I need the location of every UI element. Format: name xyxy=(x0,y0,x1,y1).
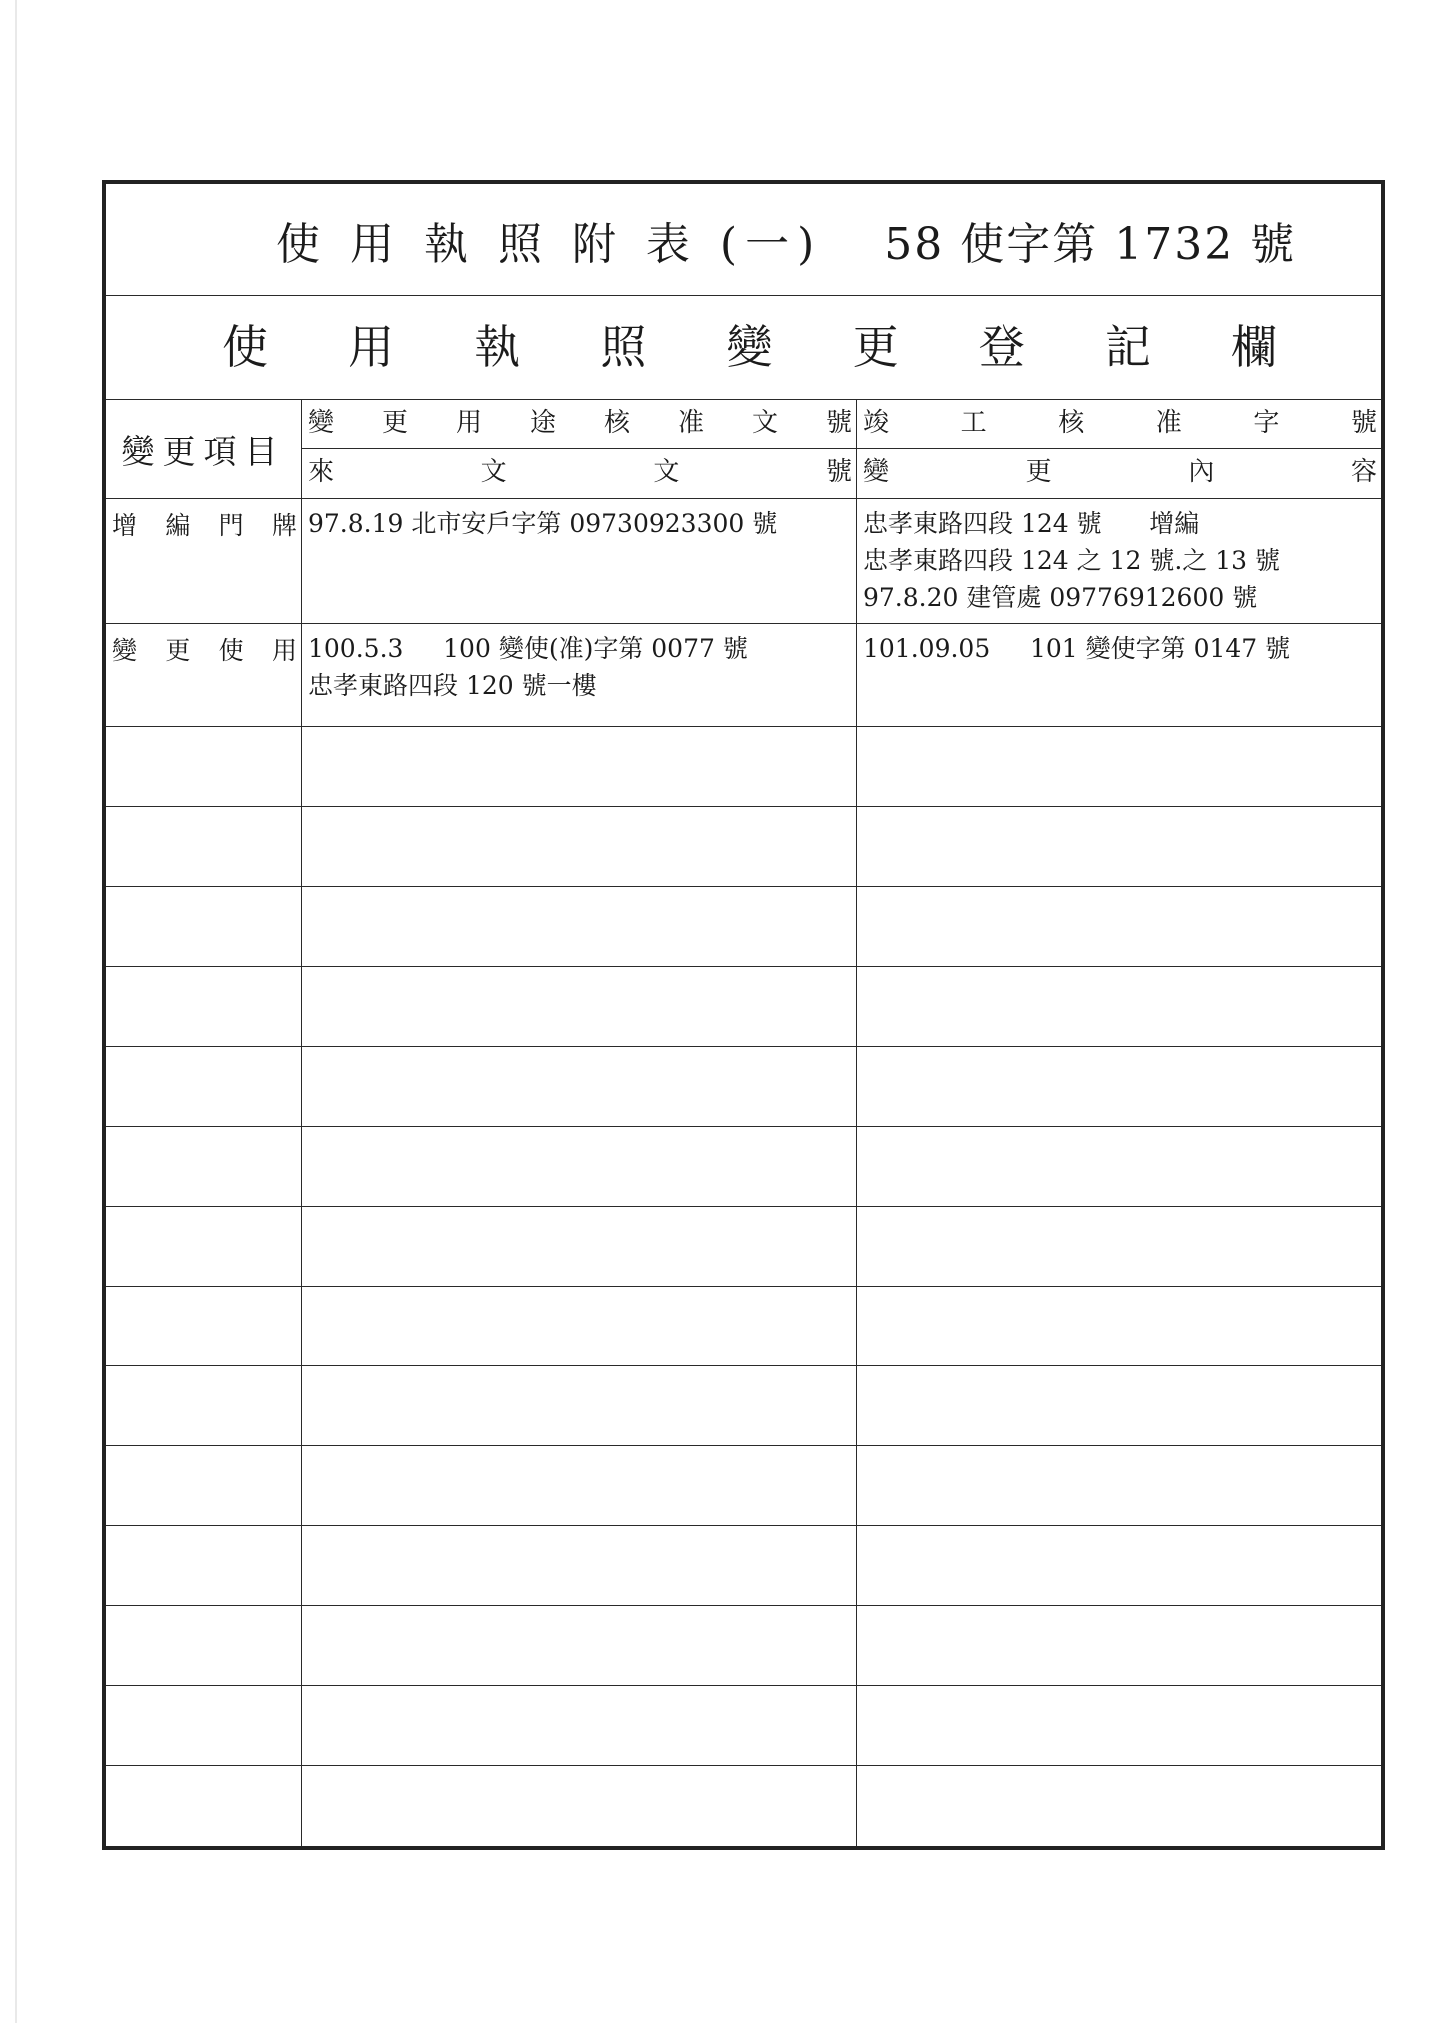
empty-content-cell xyxy=(857,1606,1381,1686)
empty-doc-cell xyxy=(302,887,857,967)
empty-content-cell xyxy=(857,1446,1381,1526)
empty-item-cell xyxy=(106,807,302,887)
empty-item-cell xyxy=(106,727,302,807)
row-item-change-use: 變 更 使 用 xyxy=(106,624,302,727)
row-approval-doc-cell xyxy=(302,499,857,624)
table-title: 使 用 執 照 附 表 (一) xyxy=(276,218,823,270)
row-change-content-cell xyxy=(857,499,1381,624)
empty-item-cell xyxy=(106,967,302,1047)
data-line: 忠孝東路四段 124 之 12 號.之 13 號 xyxy=(863,546,1280,575)
empty-content-cell xyxy=(857,1686,1381,1766)
table-title-row xyxy=(106,184,1381,296)
data-line: 100.5.3 100 變使(准)字第 0077 號 xyxy=(308,634,748,663)
empty-content-cell xyxy=(857,807,1381,887)
empty-item-cell xyxy=(106,887,302,967)
data-line: 忠孝東路四段 124 號 增編 xyxy=(863,509,1200,538)
empty-content-cell xyxy=(857,1207,1381,1287)
empty-item-cell xyxy=(106,1047,302,1127)
data-line: 忠孝東路四段 120 號一樓 xyxy=(308,671,597,700)
empty-doc-cell xyxy=(302,1207,857,1287)
empty-item-cell xyxy=(106,1207,302,1287)
empty-doc-cell xyxy=(302,1127,857,1207)
empty-doc-cell xyxy=(302,967,857,1047)
empty-item-cell xyxy=(106,1766,302,1846)
empty-item-cell xyxy=(106,1287,302,1367)
empty-content-cell xyxy=(857,1047,1381,1127)
empty-content-cell xyxy=(857,1526,1381,1606)
empty-content-cell xyxy=(857,727,1381,807)
empty-content-cell xyxy=(857,1127,1381,1207)
table-subtitle: 使 用 執 照 變 更 登 記 欄 xyxy=(106,296,1381,400)
empty-item-cell xyxy=(106,1366,302,1446)
empty-content-cell xyxy=(857,887,1381,967)
empty-item-cell xyxy=(106,1526,302,1606)
header-incoming-doc-number: 來 文 文 號 xyxy=(302,449,857,499)
empty-doc-cell xyxy=(302,1047,857,1127)
empty-doc-cell xyxy=(302,807,857,887)
data-line: 101.09.05 101 變使字第 0147 號 xyxy=(863,634,1291,663)
empty-content-cell xyxy=(857,967,1381,1047)
empty-doc-cell xyxy=(302,1686,857,1766)
empty-doc-cell xyxy=(302,727,857,807)
empty-doc-cell xyxy=(302,1526,857,1606)
empty-doc-cell xyxy=(302,1366,857,1446)
row-item-add-house-number: 增 編 門 牌 xyxy=(106,499,302,624)
empty-item-cell xyxy=(106,1446,302,1526)
empty-doc-cell xyxy=(302,1446,857,1526)
empty-item-cell xyxy=(106,1127,302,1207)
empty-doc-cell xyxy=(302,1606,857,1686)
empty-doc-cell xyxy=(302,1287,857,1367)
empty-doc-cell xyxy=(302,1766,857,1846)
header-completion-number: 竣 工 核 准 字 號 xyxy=(857,400,1381,449)
empty-content-cell xyxy=(857,1766,1381,1846)
row-change-content-cell xyxy=(857,624,1381,727)
empty-item-cell xyxy=(106,1606,302,1686)
data-line: 97.8.20 建管處 09776912600 號 xyxy=(863,583,1258,612)
row-approval-doc-cell xyxy=(302,624,857,727)
empty-content-cell xyxy=(857,1287,1381,1367)
data-line: 97.8.19 北市安戶字第 09730923300 號 xyxy=(308,509,778,538)
header-approval-doc-number: 變 更 用 途 核 准 文 號 xyxy=(302,400,857,449)
permit-attachment-table xyxy=(102,180,1385,1850)
empty-content-cell xyxy=(857,1366,1381,1446)
header-change-content: 變 更 內 容 xyxy=(857,449,1381,499)
scan-edge-line xyxy=(15,0,17,2023)
permit-number: 58 使字第 1732 號 xyxy=(884,218,1297,270)
empty-item-cell xyxy=(106,1686,302,1766)
header-change-item: 變更項目 xyxy=(106,400,302,499)
